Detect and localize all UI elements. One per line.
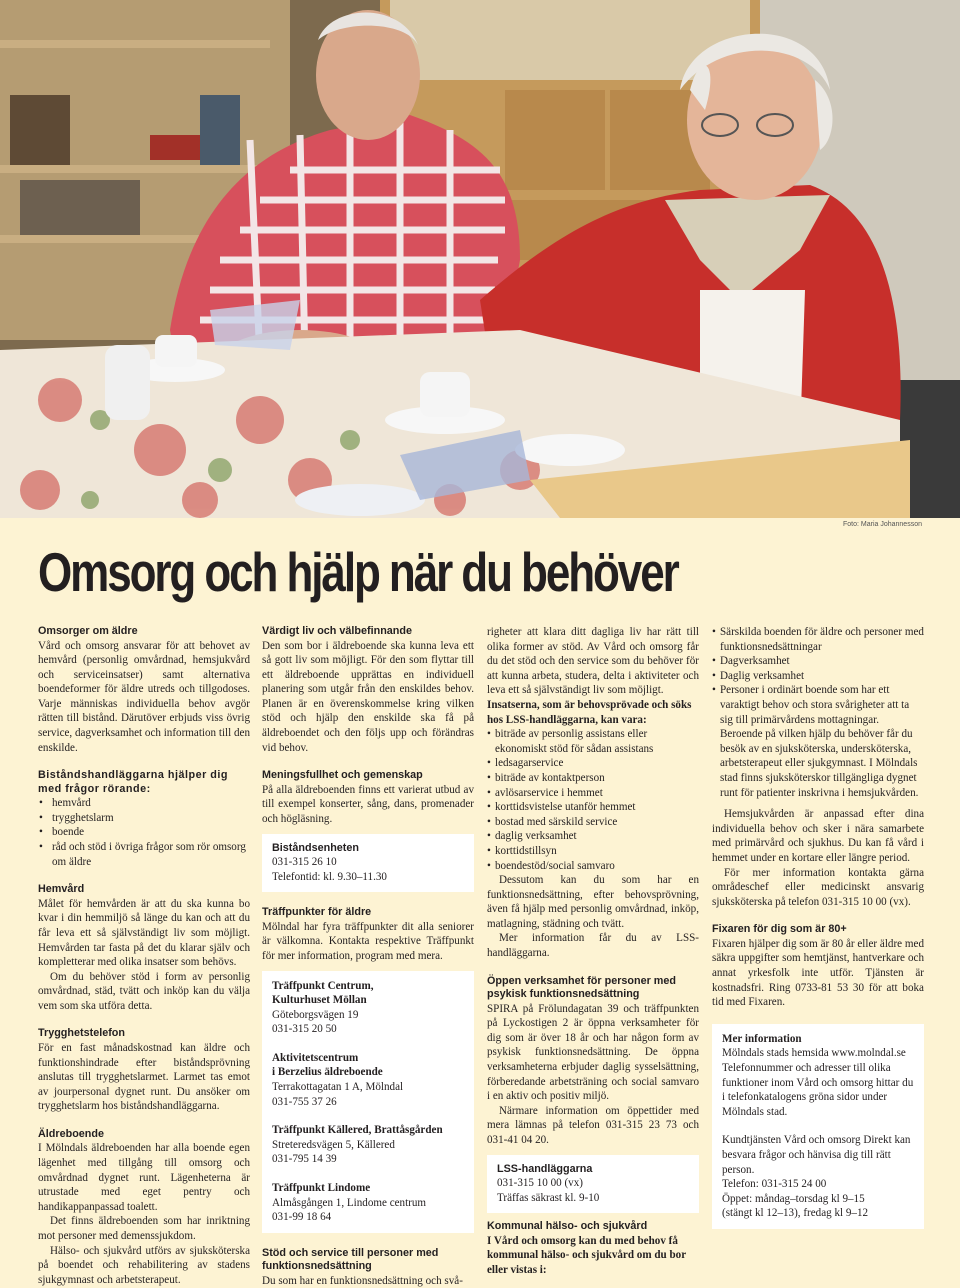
- lead-text: Insatserna, som är behovsprövade och söks hos LSS-handläggarna, kan vara:: [487, 698, 692, 726]
- list-item: • biträde av kontaktperson: [487, 771, 699, 786]
- list-halso-sjukvard: [712, 625, 924, 800]
- info-box-mer-information: [712, 1024, 924, 1229]
- contact-box-traffpunkter: [262, 971, 474, 1233]
- heading-meningsfullhet: Meningsfullhet och gemenskap: [262, 769, 423, 782]
- box-phone: 031-99 18 64: [272, 1211, 332, 1224]
- paragraph: Dessutom kan du som har en funktionsnedsättning, efter behovsprövning, även få hjälp med personlig omvårdnad, inköp, matlagning, städning och tvätt.: [487, 874, 699, 930]
- list-item: • korttidstillsyn: [487, 844, 699, 859]
- heading-oppen-verksamhet: Öppen verksamhet för personer med psykisk funktionsnedsättning: [487, 974, 677, 1001]
- box-name: i Berzelius äldreboende: [272, 1066, 383, 1079]
- column-1: [38, 625, 250, 1287]
- paragraph: För en fast månadskostnad kan äldre och funktionshindrade efter biståndsprövning anslutas till trygghetslarmet. Larmet tas emot av jourpersonal dygnet runt. Du ansöker om trygghetslarm hos biståndshandläggarna.: [38, 1041, 250, 1113]
- list-item: • hemvård: [38, 796, 250, 811]
- photo-elderly-couple: [0, 0, 960, 518]
- box-name: Kulturhuset Möllan: [272, 994, 367, 1007]
- list-item: • boende: [38, 825, 250, 840]
- list-item: • bostad med särskild service: [487, 815, 699, 830]
- box-title: Mer information: [722, 1032, 802, 1045]
- list-item: • daglig verksamhet: [487, 829, 699, 844]
- box-text: (stängt kl 12–13), fredag kl 9–12: [722, 1207, 869, 1220]
- box-text: Telefon: 031-315 24 00: [722, 1178, 827, 1191]
- column-2: [262, 625, 474, 1288]
- paragraph: Målet för hemvården är att du ska kunna bo kvar i din hemmiljö så länge du kan och att du får leva ett så självständigt liv som möjligt. Hemvården tar fasta på det du klarar själv och kompletterar med olika insatser som behövs.: [38, 897, 250, 969]
- lead-text: Biståndshandläggarna hjälper dig med frågor rörande:: [38, 769, 228, 795]
- list-item: • avlösarservice i hemmet: [487, 786, 699, 801]
- box-phone: 031-315 26 10: [272, 856, 337, 869]
- box-text: Mölndals stads hemsida www.molndal.se: [722, 1047, 906, 1060]
- paragraph: Fixaren hjälper dig som är 80 år eller äldre med säkra uppgifter som hemtjänst, hantverkare och annat yrkesfolk inte utför. Tjänsten är kostnadsfri. Ring 0733-81 53 30 för att boka tid med Fixaren.: [712, 937, 924, 1009]
- box-hours: Telefontid: kl. 9.30–11.30: [272, 870, 387, 883]
- contact-box-lss: [487, 1155, 699, 1214]
- paragraph: Du som har en funktionsnedsättning och svå-: [262, 1274, 463, 1287]
- paragraph: Mölndal har fyra träffpunkter dit alla seniorer är välkomna. Kontakta respektive Träffpunkt för mer information, program med mera.: [262, 920, 474, 962]
- box-address: Streteredsvägen 5, Källered: [272, 1138, 395, 1151]
- paragraph: Vård och omsorg ansvarar för att behovet av hemvård (personlig omvårdnad, hemsjukvård och serviceinsatser) samt alternativa boendeformer för äldre utreds och tillgodoses. Varje människas individuella behov avgör rätten till bistånd. Därutöver erbjuds viss övrig service, dagverksamhet och information till den enskilde.: [38, 639, 250, 754]
- lead-text: I Vård och omsorg kan du med behov få kommunal hälso- och sjukvård om du bor eller vistas i:: [487, 1234, 686, 1276]
- box-address: Göteborgsvägen 19: [272, 1008, 359, 1021]
- photo-credit: Foto: Maria Johannesson: [843, 521, 922, 528]
- box-title: Biståndsenheten: [272, 841, 359, 854]
- column-3: [487, 625, 699, 1278]
- list-item: • trygghetslarm: [38, 811, 250, 826]
- heading-traffpunkter: Träffpunkter för äldre: [262, 906, 372, 919]
- list-item: • biträde av personlig assistans eller ekonomiskt stöd för sådan assistans: [487, 727, 699, 756]
- paragraph: Om du behöver stöd i form av personlig omvårdnad, städ, tvätt och inköp kan du välja vem som ska utföra detta.: [38, 970, 250, 1012]
- column-4: [712, 625, 924, 1229]
- box-phone: 031-315 20 50: [272, 1023, 337, 1036]
- paragraph: I Mölndals äldreboenden har alla boende egen lägenhet med tillgång till omsorg och omvårdnad dygnet runt. Lägenheterna är utrustade med eget pentry och handikappanpassad toalett.: [38, 1142, 250, 1213]
- list-insatser: [487, 727, 699, 873]
- page-title: Omsorg och hjälp när du behöver: [38, 541, 678, 603]
- list-item: • Särskilda boenden för äldre och personer med funktionsnedsättningar: [712, 625, 924, 654]
- paragraph: På alla äldreboenden finns ett varierat utbud av till exempel konserter, sång, dans, promenader och högläsning.: [262, 783, 474, 825]
- list-item: • råd och stöd i övriga frågor som rör omsorg om äldre: [38, 840, 250, 869]
- contact-box-bistandsenheten: [262, 834, 474, 893]
- box-title: LSS-handläggarna: [497, 1162, 593, 1175]
- list-item: • Dagverksamhet: [712, 654, 924, 669]
- box-phone: 031-315 10 00 (vx): [497, 1177, 583, 1190]
- heading-fixaren: Fixaren för dig som är 80+: [712, 923, 847, 936]
- heading-stod-service: Stöd och service till personer med funktionsnedsättning: [262, 1246, 439, 1273]
- list-item: • Daglig verksamhet: [712, 669, 924, 684]
- paragraph: SPIRA på Frölundagatan 39 och träffpunkten på Lyckostigen 2 är öppna verksamheter för dig som är över 18 år och har någon form av psykisk funktionsnedsättning. De öppna verksamheterna erbjuder daglig sysselsättning, förberedande arbetsträning och social samvaro i en aktiv och positiv miljö.: [487, 1002, 699, 1103]
- heading-halso-sjukvard: Kommunal hälso- och sjukvård: [487, 1220, 648, 1233]
- paragraph: righeter att klara ditt dagliga liv har rätt till olika former av stöd. Av Vård och omsorg får du det stöd och den service som du behöver för att kunna arbeta, studera, delta i aktiviteter och leva ett så självständigt liv som möjligt.: [487, 626, 699, 697]
- paragraph: Hemsjukvården är anpassad efter dina individuella behov och sker i nära samarbete med primärvård och sjukhus. Du kan få vård i hemmet under en kortare eller längre period.: [712, 808, 924, 864]
- paragraph: Hälso- och sjukvård utförs av sjuksköterska på boendet och rehabilitering av stadens sjukgymnast och arbetsterapeut.: [38, 1244, 250, 1286]
- list-bistand: [38, 796, 250, 869]
- list-item: • ledsagarservice: [487, 756, 699, 771]
- box-name: Träffpunkt Lindome: [272, 1182, 371, 1195]
- box-text: Kundtjänsten Vård och omsorg Direkt kan besvara frågor och hänvisa dig till rätt person.: [722, 1134, 911, 1176]
- paragraph: Mer information får du av LSS-handläggarna.: [487, 932, 699, 960]
- box-name: Träffpunkt Källered, Brattåsgården: [272, 1124, 443, 1137]
- heading-trygghetstelefon: Trygghetstelefon: [38, 1027, 125, 1040]
- heading-aldreboende: Äldreboende: [38, 1127, 104, 1140]
- box-name: Träffpunkt Centrum,: [272, 979, 374, 992]
- box-text: Öppet: måndag–torsdag kl 9–15: [722, 1192, 865, 1205]
- box-hours: Träffas säkrast kl. 9-10: [497, 1191, 600, 1204]
- heading-vardigt-liv: Värdigt liv och välbefinnande: [262, 625, 412, 637]
- box-address: Terrakottagatan 1 A, Mölndal: [272, 1081, 404, 1094]
- paragraph: Det finns äldreboenden som har inriktning mot personer med demenssjukdom.: [38, 1215, 250, 1242]
- box-address: Almåsgången 1, Lindome centrum: [272, 1196, 427, 1209]
- paragraph: För mer information kontakta gärna områdeschef eller medicinskt ansvarig sjuksköterska på telefon 031-315 10 00 (vx).: [712, 866, 924, 908]
- heading-omsorger: Omsorger om äldre: [38, 625, 138, 637]
- box-phone: 031-755 37 26: [272, 1095, 337, 1108]
- box-text: Telefonnummer och adresser till olika funktioner inom Vård och omsorg hittar du i telefonkatalogens gröna sidor under Mölndals stad.: [722, 1061, 914, 1118]
- heading-hemvard: Hemvård: [38, 883, 85, 896]
- box-name: Aktivitetscentrum: [272, 1051, 359, 1064]
- list-item: • boendestöd/social samvaro: [487, 859, 699, 874]
- paragraph: Den som bor i äldreboende ska kunna leva ett så gott liv som möjligt. För den som flyttar till ett äldreboende upprättas en individuell planering som utgår från den enskildes behov. Planen är en överenskommelse kring vilken stöd och hjälp den enskilde ska få på äldreboendet och den följs upp och förändras vid behov.: [262, 639, 474, 754]
- paragraph: Närmare information om öppettider med mera lämnas på telefon 031-315 23 73 och 031-41 04 20.: [487, 1104, 699, 1146]
- box-phone: 031-795 14 39: [272, 1153, 337, 1166]
- list-item: • korttidsvistelse utanför hemmet: [487, 800, 699, 815]
- list-item: • Personer i ordinärt boende som har ett varaktigt behov och stora svårigheter att ta sig till primärvårdens mottagningar. Beroende på vilken hjälp du behöver får du besök av en sjuksköterska, undersköterska, arbetsterapeut eller sjukgymnast. I Mölndals stad finns sjuksköterskor tillgängliga dygnet runt för patienter inskrivna i hemsjukvården.: [712, 683, 924, 800]
